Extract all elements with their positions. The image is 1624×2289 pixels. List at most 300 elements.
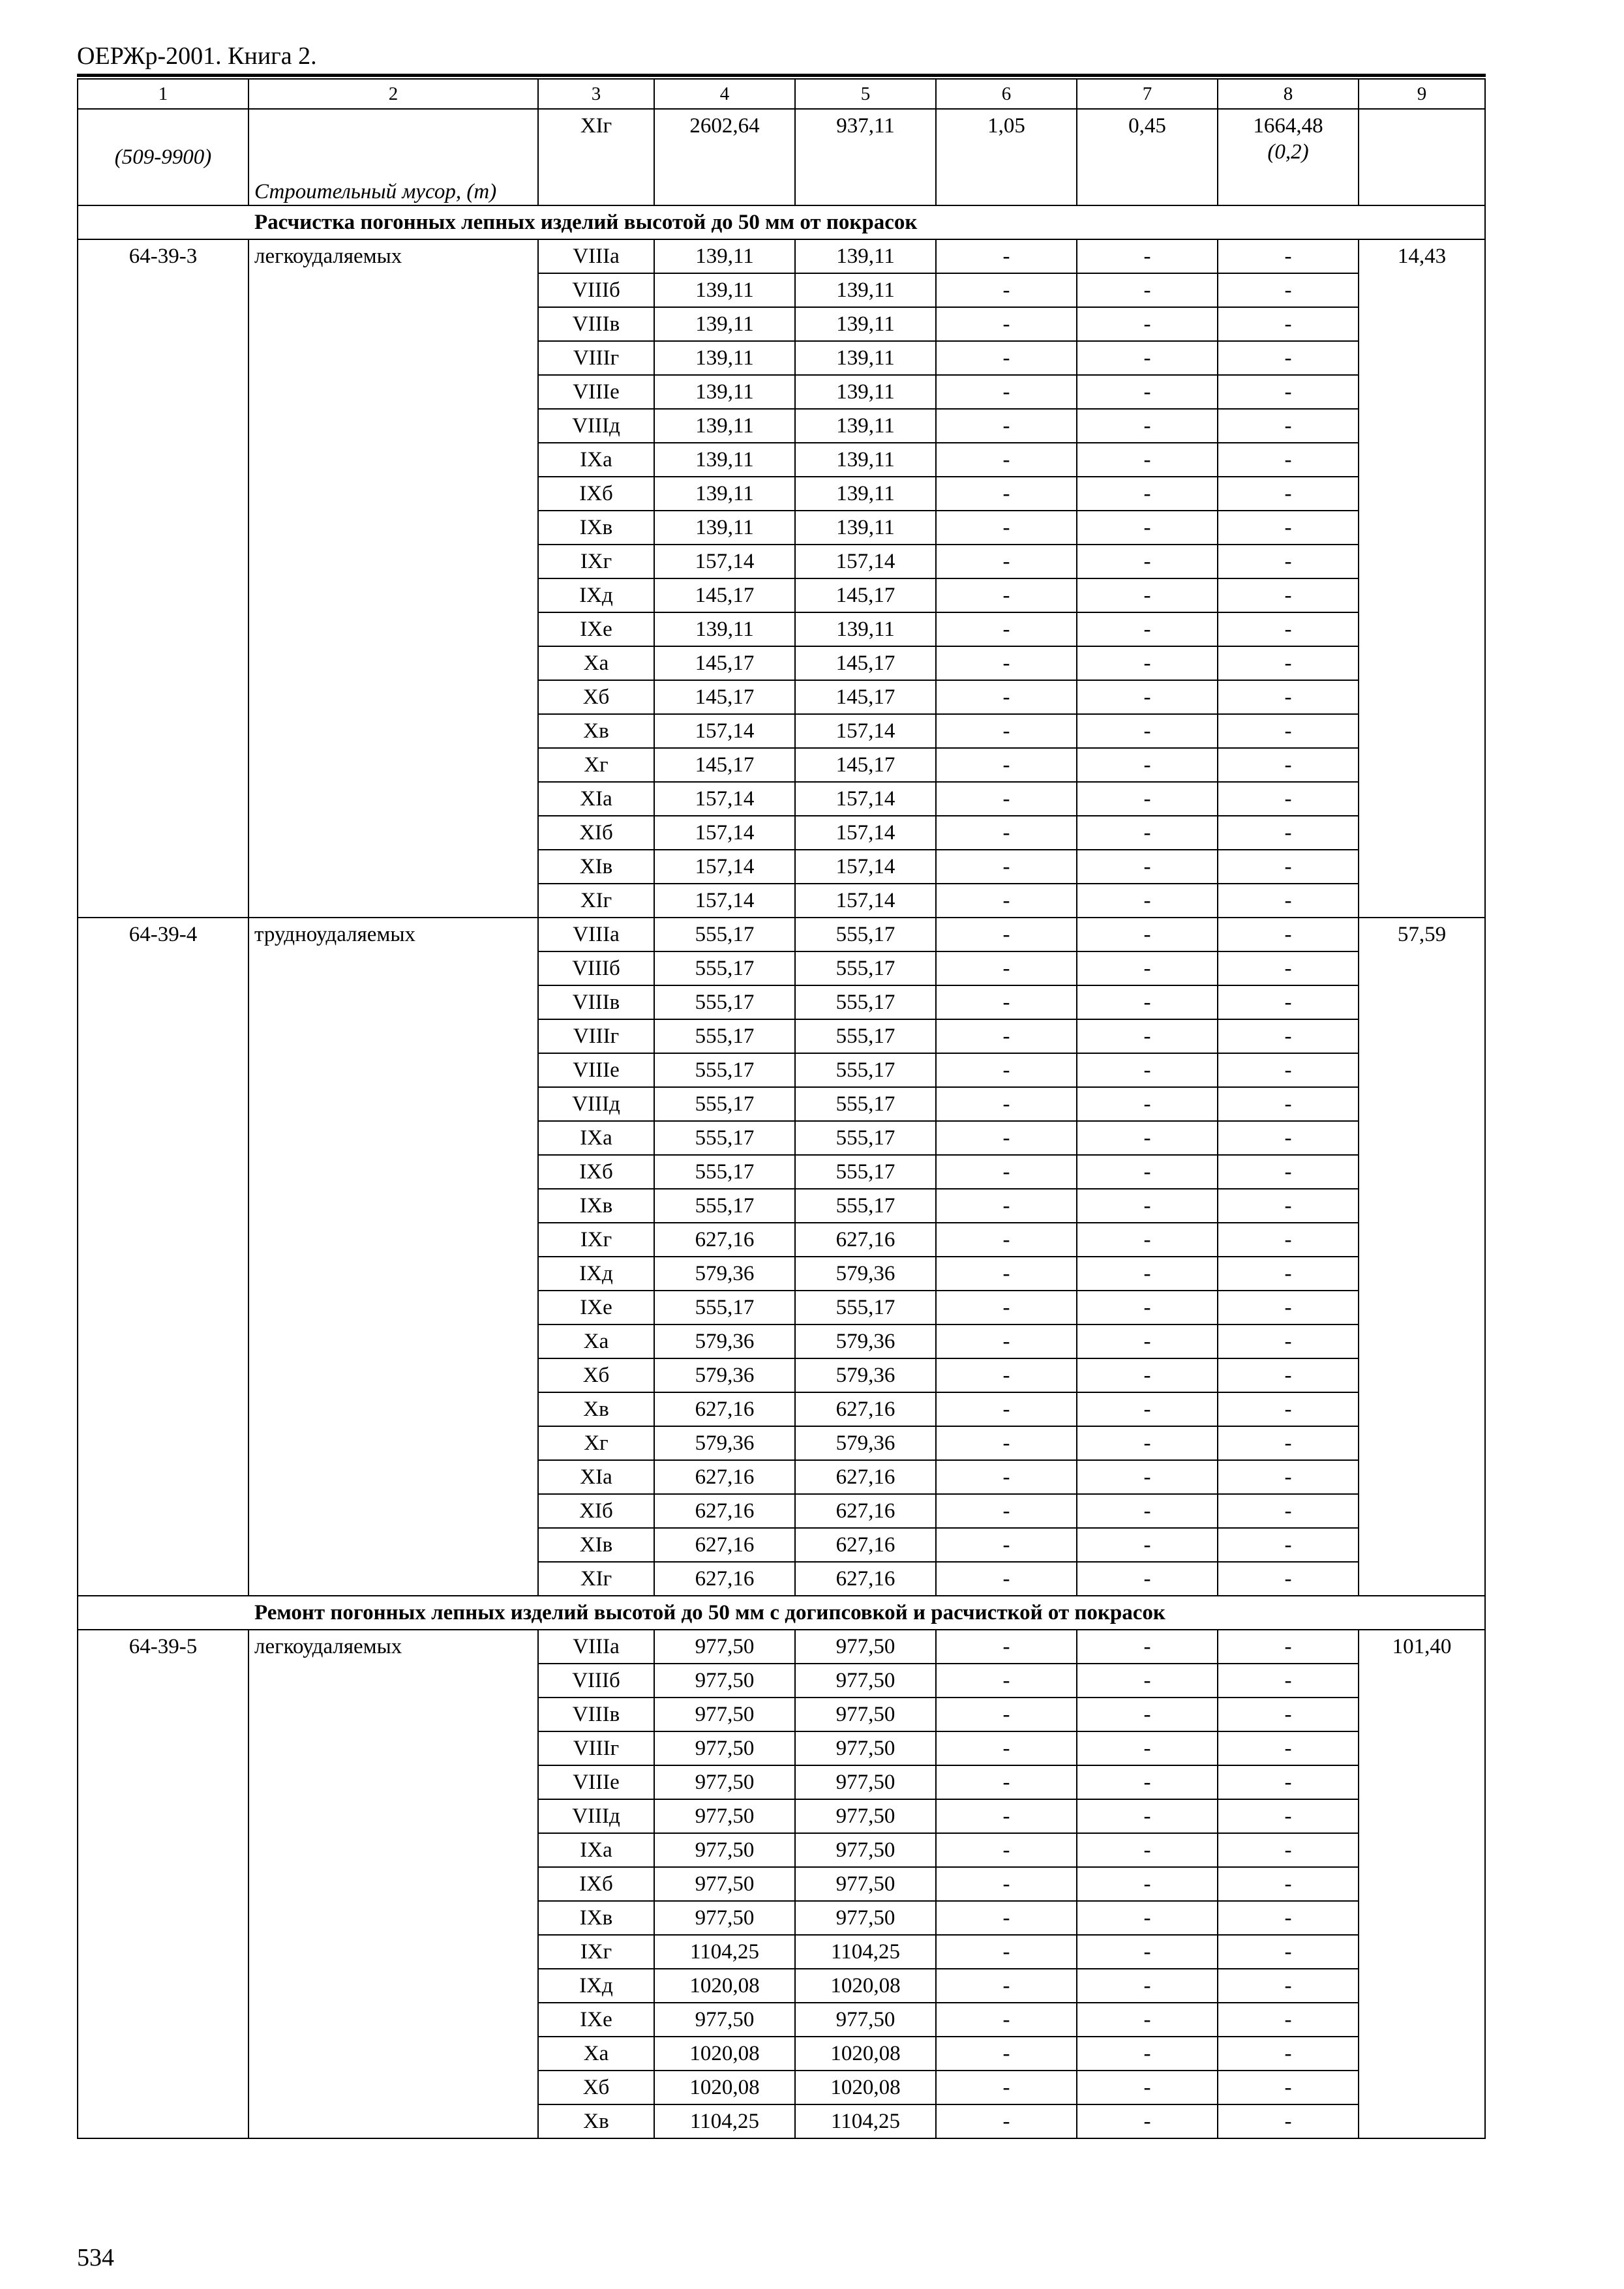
col5-cell: 157,14 bbox=[795, 816, 936, 850]
col7-cell: - bbox=[1077, 1765, 1218, 1799]
zone-cell: XIа bbox=[538, 782, 654, 816]
col7-cell: - bbox=[1077, 1901, 1218, 1935]
col6-cell: - bbox=[936, 612, 1077, 646]
col8-cell: - bbox=[1218, 1664, 1359, 1698]
col5-cell: 555,17 bbox=[795, 1189, 936, 1223]
col7-cell: - bbox=[1077, 1664, 1218, 1698]
col7-cell: - bbox=[1077, 1426, 1218, 1460]
col7-cell: - bbox=[1077, 850, 1218, 884]
carryover-code: (509-9900) bbox=[78, 109, 248, 205]
col5-cell: 145,17 bbox=[795, 646, 936, 680]
col8-cell: - bbox=[1218, 1392, 1359, 1426]
col8-cell: - bbox=[1218, 239, 1359, 273]
col4-cell: 627,16 bbox=[654, 1562, 795, 1596]
col7-cell: - bbox=[1077, 307, 1218, 341]
col5-cell: 555,17 bbox=[795, 1155, 936, 1189]
col4-cell: 139,11 bbox=[654, 239, 795, 273]
col8-cell: - bbox=[1218, 748, 1359, 782]
col8-cell: - bbox=[1218, 816, 1359, 850]
col6-cell: - bbox=[936, 1833, 1077, 1867]
col6-cell: - bbox=[936, 680, 1077, 714]
zone-cell: Xб bbox=[538, 1358, 654, 1392]
col4-cell: 555,17 bbox=[654, 1019, 795, 1053]
zone-cell: IXб bbox=[538, 477, 654, 511]
section-title-row bbox=[78, 205, 1485, 239]
col6-cell: - bbox=[936, 782, 1077, 816]
carryover-col9 bbox=[1359, 109, 1485, 205]
col4-cell: 627,16 bbox=[654, 1528, 795, 1562]
col5-cell: 627,16 bbox=[795, 1223, 936, 1257]
col7-cell: - bbox=[1077, 1121, 1218, 1155]
col6-cell: - bbox=[936, 1392, 1077, 1426]
col6-cell: - bbox=[936, 918, 1077, 951]
col8-cell: - bbox=[1218, 1867, 1359, 1901]
col7-cell: - bbox=[1077, 612, 1218, 646]
carryover-col7: 0,45 bbox=[1077, 109, 1218, 205]
col7-cell: - bbox=[1077, 545, 1218, 578]
col7-cell: - bbox=[1077, 951, 1218, 985]
col6-cell: - bbox=[936, 409, 1077, 443]
zone-cell: XIг bbox=[538, 1562, 654, 1596]
col6-cell: - bbox=[936, 1257, 1077, 1291]
zone-cell: VIIIг bbox=[538, 341, 654, 375]
col6-cell: - bbox=[936, 1698, 1077, 1731]
col5-cell: 627,16 bbox=[795, 1494, 936, 1528]
col6-cell: - bbox=[936, 1562, 1077, 1596]
table-body bbox=[78, 79, 1485, 2138]
col7-cell: - bbox=[1077, 1731, 1218, 1765]
col6-cell: - bbox=[936, 1765, 1077, 1799]
col8-cell: - bbox=[1218, 1155, 1359, 1189]
col8-cell: - bbox=[1218, 951, 1359, 985]
col8-cell: - bbox=[1218, 1053, 1359, 1087]
rate-name: легкоудаляемых bbox=[248, 1630, 538, 2138]
col4-cell: 555,17 bbox=[654, 1155, 795, 1189]
col8-cell: - bbox=[1218, 1426, 1359, 1460]
col8-cell: - bbox=[1218, 1799, 1359, 1833]
col5-cell: 555,17 bbox=[795, 1291, 936, 1324]
col8-cell: - bbox=[1218, 612, 1359, 646]
zone-cell: VIIIб bbox=[538, 273, 654, 307]
col6-cell: - bbox=[936, 2003, 1077, 2037]
col5-cell: 555,17 bbox=[795, 1121, 936, 1155]
col7-cell: - bbox=[1077, 1358, 1218, 1392]
carryover-name: Строительный мусор, (т) bbox=[248, 109, 538, 205]
col7-cell: - bbox=[1077, 1324, 1218, 1358]
col6-cell: - bbox=[936, 1324, 1077, 1358]
col5-cell: 139,11 bbox=[795, 511, 936, 545]
zone-cell: IXе bbox=[538, 612, 654, 646]
col8-cell: - bbox=[1218, 1189, 1359, 1223]
col8-cell: - bbox=[1218, 1121, 1359, 1155]
column-number: 5 bbox=[795, 79, 936, 109]
col5-cell: 139,11 bbox=[795, 341, 936, 375]
col8-cell: - bbox=[1218, 1019, 1359, 1053]
col4-cell: 977,50 bbox=[654, 2003, 795, 2037]
col4-cell: 1020,08 bbox=[654, 2037, 795, 2071]
col6-cell: - bbox=[936, 1426, 1077, 1460]
col5-cell: 977,50 bbox=[795, 1664, 936, 1698]
zone-cell: IXа bbox=[538, 1833, 654, 1867]
col7-cell: - bbox=[1077, 2037, 1218, 2071]
col4-cell: 555,17 bbox=[654, 1121, 795, 1155]
rate-code: 64-39-3 bbox=[78, 239, 248, 918]
col5-cell: 555,17 bbox=[795, 1053, 936, 1087]
zone-cell: Xв bbox=[538, 714, 654, 748]
col7-cell: - bbox=[1077, 1155, 1218, 1189]
col7-cell: - bbox=[1077, 1257, 1218, 1291]
col8-cell: - bbox=[1218, 1223, 1359, 1257]
col4-cell: 139,11 bbox=[654, 341, 795, 375]
col4-cell: 555,17 bbox=[654, 918, 795, 951]
col8-cell: - bbox=[1218, 2003, 1359, 2037]
zone-cell: VIIIг bbox=[538, 1731, 654, 1765]
zone-cell: Xа bbox=[538, 646, 654, 680]
col5-cell: 139,11 bbox=[795, 477, 936, 511]
col8-cell: - bbox=[1218, 680, 1359, 714]
zone-cell: Xг bbox=[538, 1426, 654, 1460]
zone-cell: XIг bbox=[538, 884, 654, 918]
col6-cell: - bbox=[936, 646, 1077, 680]
col6-cell: - bbox=[936, 985, 1077, 1019]
col6-cell: - bbox=[936, 1901, 1077, 1935]
col4-cell: 555,17 bbox=[654, 985, 795, 1019]
col4-cell: 157,14 bbox=[654, 782, 795, 816]
zone-cell: IXд bbox=[538, 1969, 654, 2003]
carryover-zone: XIг bbox=[538, 109, 654, 205]
zone-cell: IXд bbox=[538, 1257, 654, 1291]
col6-cell: - bbox=[936, 375, 1077, 409]
col6-cell: - bbox=[936, 341, 1077, 375]
col4-cell: 1104,25 bbox=[654, 1935, 795, 1969]
zone-cell: XIв bbox=[538, 850, 654, 884]
col4-cell: 579,36 bbox=[654, 1358, 795, 1392]
col8-cell: - bbox=[1218, 578, 1359, 612]
carryover-col4: 2602,64 bbox=[654, 109, 795, 205]
col8-cell: - bbox=[1218, 2104, 1359, 2138]
col6-cell: - bbox=[936, 1358, 1077, 1392]
col8-cell: - bbox=[1218, 1698, 1359, 1731]
col6-cell: - bbox=[936, 1969, 1077, 2003]
col4-cell: 139,11 bbox=[654, 273, 795, 307]
col8-cell: - bbox=[1218, 341, 1359, 375]
col5-cell: 139,11 bbox=[795, 409, 936, 443]
col8-cell: - bbox=[1218, 1901, 1359, 1935]
col8-cell: - bbox=[1218, 1494, 1359, 1528]
col4-cell: 579,36 bbox=[654, 1257, 795, 1291]
rate-code: 64-39-4 bbox=[78, 918, 248, 1596]
col5-cell: 977,50 bbox=[795, 1867, 936, 1901]
col7-cell: - bbox=[1077, 1799, 1218, 1833]
col5-cell: 145,17 bbox=[795, 748, 936, 782]
col5-cell: 139,11 bbox=[795, 273, 936, 307]
col4-cell: 157,14 bbox=[654, 545, 795, 578]
col5-cell: 977,50 bbox=[795, 1630, 936, 1664]
col5-cell: 579,36 bbox=[795, 1257, 936, 1291]
zone-cell: IXб bbox=[538, 1155, 654, 1189]
rate-name: трудноудаляемых bbox=[248, 918, 538, 1596]
col7-cell: - bbox=[1077, 680, 1218, 714]
col4-cell: 977,50 bbox=[654, 1833, 795, 1867]
col8-cell: - bbox=[1218, 477, 1359, 511]
col6-cell: - bbox=[936, 1867, 1077, 1901]
col6-cell: - bbox=[936, 1223, 1077, 1257]
zone-cell: IXг bbox=[538, 1223, 654, 1257]
col6-cell: - bbox=[936, 239, 1077, 273]
col7-cell: - bbox=[1077, 748, 1218, 782]
col6-cell: - bbox=[936, 1630, 1077, 1664]
col5-cell: 555,17 bbox=[795, 985, 936, 1019]
col5-cell: 977,50 bbox=[795, 2003, 936, 2037]
col6-cell: - bbox=[936, 477, 1077, 511]
col6-cell: - bbox=[936, 307, 1077, 341]
col5-cell: 579,36 bbox=[795, 1426, 936, 1460]
col8-cell: - bbox=[1218, 375, 1359, 409]
col6-cell: - bbox=[936, 578, 1077, 612]
col7-cell: - bbox=[1077, 714, 1218, 748]
col7-cell: - bbox=[1077, 1223, 1218, 1257]
col8-cell: - bbox=[1218, 511, 1359, 545]
zone-cell: Xв bbox=[538, 2104, 654, 2138]
column-number-row bbox=[78, 79, 1485, 109]
col6-cell: - bbox=[936, 748, 1077, 782]
col5-cell: 157,14 bbox=[795, 782, 936, 816]
col8-cell: - bbox=[1218, 409, 1359, 443]
col8-cell: - bbox=[1218, 1562, 1359, 1596]
zone-cell: VIIIд bbox=[538, 409, 654, 443]
page-number: 534 bbox=[77, 2244, 114, 2271]
col7-cell: - bbox=[1077, 1562, 1218, 1596]
zone-cell: XIб bbox=[538, 816, 654, 850]
zone-cell: IXе bbox=[538, 1291, 654, 1324]
col7-cell: - bbox=[1077, 1053, 1218, 1087]
col4-cell: 139,11 bbox=[654, 612, 795, 646]
col8-cell: - bbox=[1218, 1935, 1359, 1969]
col6-cell: - bbox=[936, 2104, 1077, 2138]
col4-cell: 157,14 bbox=[654, 816, 795, 850]
col6-cell: - bbox=[936, 1019, 1077, 1053]
col6-cell: - bbox=[936, 2071, 1077, 2104]
col7-cell: - bbox=[1077, 1189, 1218, 1223]
col4-cell: 627,16 bbox=[654, 1223, 795, 1257]
col6-cell: - bbox=[936, 816, 1077, 850]
column-number: 6 bbox=[936, 79, 1077, 109]
col7-cell: - bbox=[1077, 1935, 1218, 1969]
col5-cell: 977,50 bbox=[795, 1765, 936, 1799]
zone-cell: IXа bbox=[538, 443, 654, 477]
zone-cell: VIIIб bbox=[538, 951, 654, 985]
col5-cell: 139,11 bbox=[795, 307, 936, 341]
col5-cell: 977,50 bbox=[795, 1698, 936, 1731]
col8-cell: - bbox=[1218, 545, 1359, 578]
col8-cell: - bbox=[1218, 985, 1359, 1019]
col4-cell: 977,50 bbox=[654, 1630, 795, 1664]
col8-cell: - bbox=[1218, 443, 1359, 477]
col5-cell: 555,17 bbox=[795, 951, 936, 985]
rate-name: легкоудаляемых bbox=[248, 239, 538, 918]
col6-cell: - bbox=[936, 443, 1077, 477]
col7-cell: - bbox=[1077, 1087, 1218, 1121]
col7-cell: - bbox=[1077, 1494, 1218, 1528]
header-rule bbox=[77, 74, 1486, 77]
table-row bbox=[78, 1630, 1485, 1664]
zone-cell: Xа bbox=[538, 1324, 654, 1358]
col6-cell: - bbox=[936, 511, 1077, 545]
zone-cell: VIIIа bbox=[538, 1630, 654, 1664]
column-number: 3 bbox=[538, 79, 654, 109]
zone-cell: XIб bbox=[538, 1494, 654, 1528]
col4-cell: 627,16 bbox=[654, 1392, 795, 1426]
document-header: ОЕРЖр-2001. Книга 2. bbox=[77, 42, 317, 70]
col4-cell: 977,50 bbox=[654, 1867, 795, 1901]
zone-cell: VIIIа bbox=[538, 918, 654, 951]
col5-cell: 145,17 bbox=[795, 680, 936, 714]
col5-cell: 627,16 bbox=[795, 1460, 936, 1494]
col6-cell: - bbox=[936, 2037, 1077, 2071]
col4-cell: 139,11 bbox=[654, 307, 795, 341]
col8-cell: - bbox=[1218, 1257, 1359, 1291]
col6-cell: - bbox=[936, 714, 1077, 748]
col5-cell: 627,16 bbox=[795, 1392, 936, 1426]
col9-cell: 57,59 bbox=[1359, 918, 1485, 1596]
carryover-col5: 937,11 bbox=[795, 109, 936, 205]
col4-cell: 555,17 bbox=[654, 1087, 795, 1121]
col8-cell: - bbox=[1218, 1291, 1359, 1324]
zone-cell: Xг bbox=[538, 748, 654, 782]
col4-cell: 139,11 bbox=[654, 409, 795, 443]
rates-table bbox=[77, 78, 1486, 2139]
col7-cell: - bbox=[1077, 477, 1218, 511]
col6-cell: - bbox=[936, 1155, 1077, 1189]
col5-cell: 139,11 bbox=[795, 612, 936, 646]
col4-cell: 157,14 bbox=[654, 884, 795, 918]
col7-cell: - bbox=[1077, 1528, 1218, 1562]
col4-cell: 145,17 bbox=[654, 578, 795, 612]
col4-cell: 977,50 bbox=[654, 1664, 795, 1698]
col4-cell: 145,17 bbox=[654, 680, 795, 714]
col4-cell: 579,36 bbox=[654, 1426, 795, 1460]
col8-cell: - bbox=[1218, 307, 1359, 341]
zone-cell: VIIIв bbox=[538, 307, 654, 341]
zone-cell: IXа bbox=[538, 1121, 654, 1155]
col8-cell: - bbox=[1218, 1358, 1359, 1392]
col6-cell: - bbox=[936, 884, 1077, 918]
zone-cell: Xа bbox=[538, 2037, 654, 2071]
zone-cell: IXг bbox=[538, 545, 654, 578]
col5-cell: 139,11 bbox=[795, 239, 936, 273]
col4-cell: 139,11 bbox=[654, 477, 795, 511]
zone-cell: IXв bbox=[538, 1189, 654, 1223]
column-number: 1 bbox=[78, 79, 248, 109]
col4-cell: 977,50 bbox=[654, 1765, 795, 1799]
carryover-col8 bbox=[1218, 109, 1359, 205]
col8-cell: - bbox=[1218, 1969, 1359, 2003]
col7-cell: - bbox=[1077, 1460, 1218, 1494]
column-number: 4 bbox=[654, 79, 795, 109]
col6-cell: - bbox=[936, 1121, 1077, 1155]
col4-cell: 139,11 bbox=[654, 511, 795, 545]
col4-cell: 145,17 bbox=[654, 748, 795, 782]
col5-cell: 157,14 bbox=[795, 850, 936, 884]
col6-cell: - bbox=[936, 951, 1077, 985]
col8-cell: - bbox=[1218, 1460, 1359, 1494]
col7-cell: - bbox=[1077, 1867, 1218, 1901]
col6-cell: - bbox=[936, 1528, 1077, 1562]
section-title-row bbox=[78, 1596, 1485, 1630]
zone-cell: IXб bbox=[538, 1867, 654, 1901]
col7-cell: - bbox=[1077, 273, 1218, 307]
col8-cell: - bbox=[1218, 1528, 1359, 1562]
col7-cell: - bbox=[1077, 1019, 1218, 1053]
rate-code: 64-39-5 bbox=[78, 1630, 248, 2138]
col7-cell: - bbox=[1077, 816, 1218, 850]
col5-cell: 555,17 bbox=[795, 1019, 936, 1053]
carryover-col8-sub: (0,2) bbox=[1267, 140, 1309, 164]
col7-cell: - bbox=[1077, 1630, 1218, 1664]
col4-cell: 145,17 bbox=[654, 646, 795, 680]
zone-cell: VIIIд bbox=[538, 1087, 654, 1121]
col4-cell: 157,14 bbox=[654, 850, 795, 884]
col7-cell: - bbox=[1077, 511, 1218, 545]
col8-cell: - bbox=[1218, 1765, 1359, 1799]
col4-cell: 977,50 bbox=[654, 1731, 795, 1765]
col7-cell: - bbox=[1077, 2104, 1218, 2138]
col5-cell: 139,11 bbox=[795, 375, 936, 409]
col5-cell: 579,36 bbox=[795, 1324, 936, 1358]
col7-cell: - bbox=[1077, 1969, 1218, 2003]
carryover-row bbox=[78, 109, 1485, 205]
col5-cell: 145,17 bbox=[795, 578, 936, 612]
col7-cell: - bbox=[1077, 918, 1218, 951]
col4-cell: 139,11 bbox=[654, 443, 795, 477]
col8-cell: - bbox=[1218, 1324, 1359, 1358]
col5-cell: 157,14 bbox=[795, 714, 936, 748]
col8-cell: - bbox=[1218, 2037, 1359, 2071]
zone-cell: Xв bbox=[538, 1392, 654, 1426]
table-row bbox=[78, 239, 1485, 273]
col8-cell: - bbox=[1218, 714, 1359, 748]
col8-cell: - bbox=[1218, 273, 1359, 307]
col6-cell: - bbox=[936, 545, 1077, 578]
zone-cell: IXв bbox=[538, 511, 654, 545]
zone-cell: IXг bbox=[538, 1935, 654, 1969]
col6-cell: - bbox=[936, 1799, 1077, 1833]
table-row bbox=[78, 918, 1485, 951]
zone-cell: XIв bbox=[538, 1528, 654, 1562]
col5-cell: 139,11 bbox=[795, 443, 936, 477]
col8-cell: - bbox=[1218, 1833, 1359, 1867]
col8-cell: - bbox=[1218, 884, 1359, 918]
col8-cell: - bbox=[1218, 918, 1359, 951]
zone-cell: VIIIд bbox=[538, 1799, 654, 1833]
col7-cell: - bbox=[1077, 1698, 1218, 1731]
col7-cell: - bbox=[1077, 646, 1218, 680]
col4-cell: 977,50 bbox=[654, 1799, 795, 1833]
col7-cell: - bbox=[1077, 375, 1218, 409]
col8-cell: - bbox=[1218, 1087, 1359, 1121]
col5-cell: 1020,08 bbox=[795, 2071, 936, 2104]
col6-cell: - bbox=[936, 1731, 1077, 1765]
col4-cell: 977,50 bbox=[654, 1698, 795, 1731]
col6-cell: - bbox=[936, 1494, 1077, 1528]
col4-cell: 977,50 bbox=[654, 1901, 795, 1935]
col4-cell: 1020,08 bbox=[654, 1969, 795, 2003]
zone-cell: VIIIе bbox=[538, 1765, 654, 1799]
column-number: 8 bbox=[1218, 79, 1359, 109]
zone-cell: Xб bbox=[538, 680, 654, 714]
carryover-col8-value: 1664,48 bbox=[1253, 114, 1323, 138]
zone-cell: XIа bbox=[538, 1460, 654, 1494]
